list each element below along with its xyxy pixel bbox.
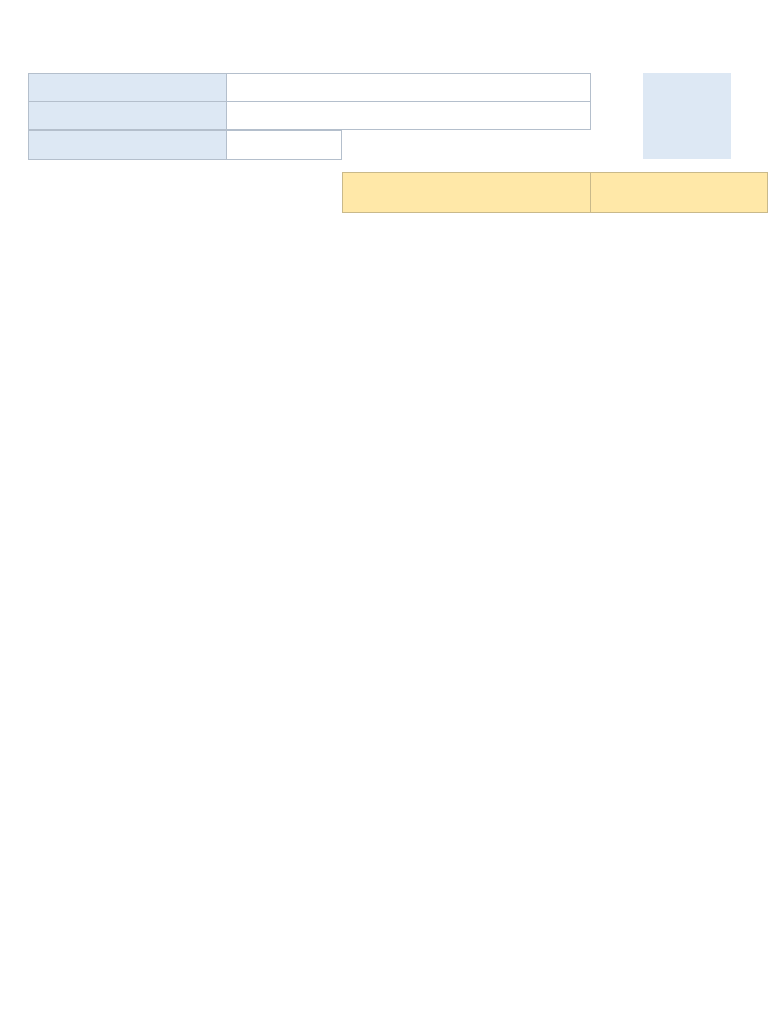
start-of-week-field[interactable] — [226, 130, 342, 160]
location-field[interactable] — [226, 73, 591, 102]
start-of-week-label — [28, 130, 227, 160]
manager-label — [28, 101, 227, 130]
day-header-tue — [590, 172, 768, 213]
logo-placeholder[interactable] — [643, 73, 731, 159]
manager-field[interactable] — [226, 101, 591, 130]
day-header-mon — [342, 172, 591, 213]
location-label — [28, 73, 227, 102]
